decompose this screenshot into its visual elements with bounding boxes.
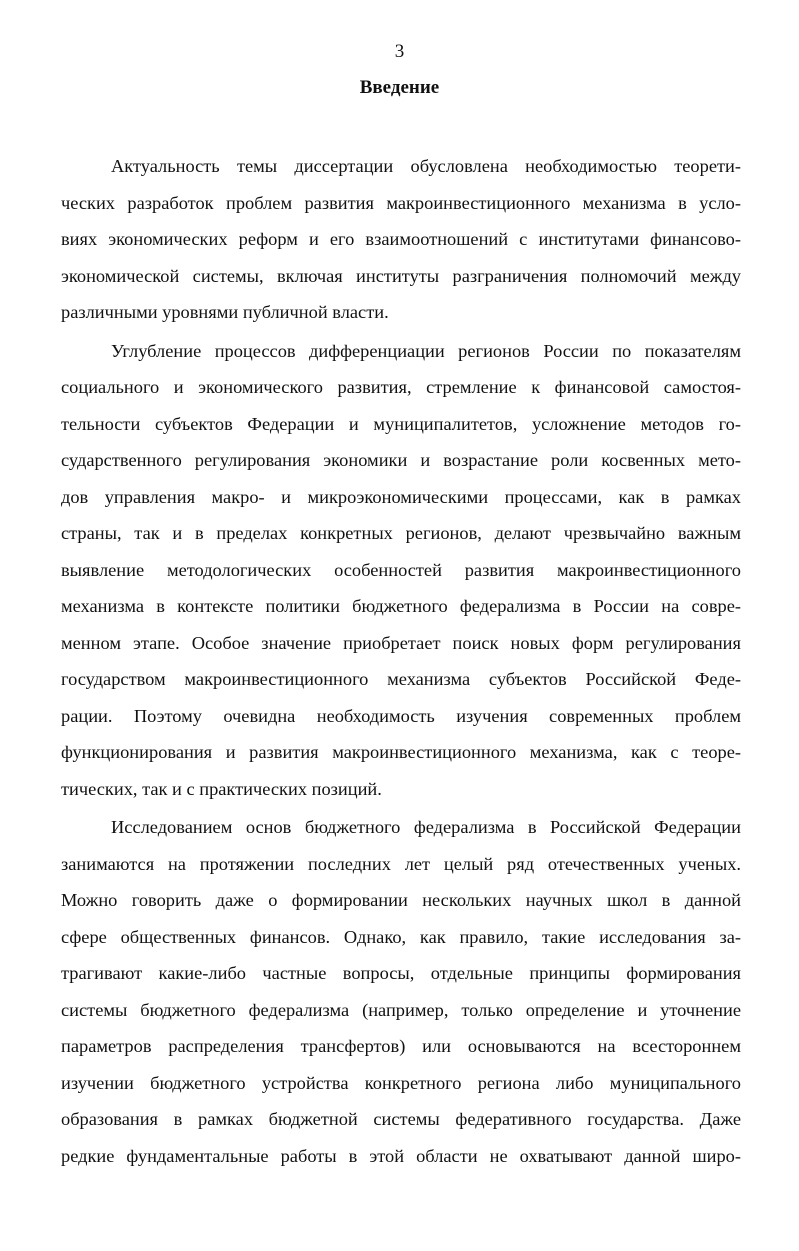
text-line: социального и экономического развития, стремление к финансовой самостоя- <box>61 377 741 397</box>
text-line: параметров распределения трансфертов) или основываются на всестороннем <box>61 1036 741 1056</box>
paragraph-2 <box>61 333 741 808</box>
text-line: сударственного регулирования экономики и возрастание роли косвенных мето- <box>61 450 741 470</box>
text-line: функционирования и развития макроинвестиционного механизма, как с теоре- <box>61 742 741 762</box>
text-line: изучении бюджетного устройства конкретного региона либо муниципального <box>61 1072 741 1093</box>
text-line: различными уровнями публичной власти. <box>61 302 389 322</box>
text-line: Исследованием основ бюджетного федерализма в Российской Федерации <box>111 817 741 837</box>
text-line: выявление методологических особенностей развития макроинвестиционного <box>61 559 741 580</box>
paragraph-1 <box>61 148 741 331</box>
text-line: рации. Поэтому очевидна необходимость изучения современных проблем <box>61 705 741 726</box>
text-line: сфере общественных финансов. Однако, как правило, такие исследования за- <box>61 926 741 947</box>
text-line: ческих разработок проблем развития макроинвестиционного механизма в усло- <box>61 192 741 213</box>
text-line: механизма в контексте политики бюджетного федерализма в России на совре- <box>61 596 741 616</box>
body-text <box>61 148 741 1174</box>
page-number: 3 <box>394 41 405 62</box>
text-line: дов управления макро- и микроэкономическими процессами, как в рамках <box>61 486 741 507</box>
paragraph-3 <box>61 809 741 1174</box>
text-line: страны, так и в пределах конкретных регионов, делают чрезвычайно важным <box>61 523 741 543</box>
section-heading: Введение <box>359 77 440 98</box>
text-line: трагивают какие-либо частные вопросы, отдельные принципы формирования <box>61 963 741 983</box>
text-line: экономической системы, включая институты разграничения полномочий между <box>61 265 741 286</box>
text-line: виях экономических реформ и его взаимоотношений с институтами финансово- <box>61 229 741 249</box>
text-line: менном этапе. Особое значение приобретает поиск новых форм регулирования <box>61 632 741 653</box>
text-line: тических, так и с практических позиций. <box>61 778 382 799</box>
text-line: Можно говорить даже о формировании нескольких научных школ в данной <box>61 890 741 910</box>
text-line: редкие фундаментальные работы в этой области не охватывают данной широ- <box>61 1145 741 1166</box>
text-line: государством макроинвестиционного механизма субъектов Российской Феде- <box>61 669 741 689</box>
text-line: тельности субъектов Федерации и муниципалитетов, усложнение методов го- <box>61 413 741 434</box>
text-line: занимаются на протяжении последних лет целый ряд отечественных ученых. <box>61 853 741 874</box>
text-line: Углубление процессов дифференциации регионов России по показателям <box>111 340 741 361</box>
text-line: системы бюджетного федерализма (например, только определение и уточнение <box>61 999 741 1020</box>
text-line: образования в рамках бюджетной системы федеративного государства. Даже <box>61 1109 741 1129</box>
text-line: Актуальность темы диссертации обусловлена необходимостью теорети- <box>111 156 741 176</box>
